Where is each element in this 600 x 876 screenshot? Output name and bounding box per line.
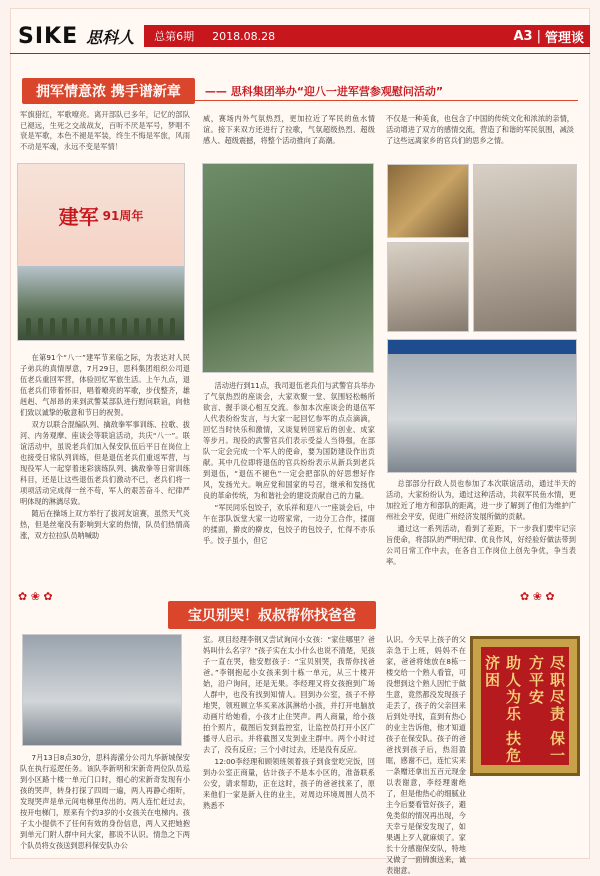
anniversary-text: 建军 — [58, 204, 99, 229]
brand-logo: SIKE — [18, 23, 79, 49]
article1-col2-top — [203, 113, 375, 159]
paragraph: 不仅是一种美食，也包含了中国的传统文化和浓浓的亲情，活动增进了双方的感情交流，营造了和谐的军民氛围，减淡了这些远离家乡的官兵们的思乡之情。 — [386, 114, 574, 145]
article2-title: 宝贝别哭！叔叔帮你找爸爸 — [168, 601, 376, 629]
paragraph: “军民同乐包饺子，欢乐祥和迎八一”座谈会后，中午在部队饭堂大家一边唠家常，一边分工合作，揉面的揉面，擀皮的擀皮，包饺子的包饺子，忙得不亦乐乎。饺子虽小，但它 — [203, 503, 375, 545]
plum-blossom-icon: ✿ ❀ ✿ — [18, 590, 53, 603]
article1-underline — [22, 100, 578, 101]
issue-date: 2018.08.28 — [212, 29, 276, 43]
photo-banner — [388, 340, 576, 354]
paragraph: 在第91个“八一”建军节来临之际，为表达对人民子弟兵的真情厚意，7月29日，思科集团组织公司退伍老兵重回军营，体验回忆军旅生活。上午九点，退伍老兵们带着怀旧，唱着嘹亮的军歌，步伐整齐，雄赳赳、气昂昂的来到武警某部队进行慰问联谊，向他们致以诚挚的敬意和节日的祝贺。 — [20, 353, 190, 417]
header-rule — [10, 53, 590, 54]
plum-blossom-icon: ✿ ❀ ✿ — [520, 590, 555, 603]
intro-poem: 军旗猎红，军歌嘹亮。离开部队已多年，记忆的部队已褪远，生死之交战战友，百听不厌是军号，梦唱不衰是军歌，本色不褪是军装，终生不悔是军旅，风雨不动是军魂，永远不变是军情！ — [20, 110, 190, 151]
plaque-line: 助人为乐 扶危济困 — [483, 655, 522, 765]
page-info — [507, 25, 590, 47]
paragraph: 双方以联合混编队列、擒敌拳军事训练、拉歌、拔河、内务观摩、座谈会等联谊活动，共庆“八一”。联谊活动中，虽说老兵们加入保安队伍后平日在岗位上也接受日常队列训练，但是退伍老兵们重返军营，与现役军人一起穿着迷彩演练队列、擒敌拳等日常训练科目，还是让这些退伍老兵们激动不已，老兵们将一项项活动完成得一丝不苟，军人的艰苦奋斗、纪律严明体现的淋漓尽致。 — [20, 420, 190, 506]
paragraph: 威，赛场内外气氛热烈，更加拉近了军民的鱼水情谊。接下来双方还进行了拉歌，气氛超级热烈、超级感人、超级震撼，将整个活动推向了高潮。 — [203, 114, 375, 145]
paragraph: 总部部分行政人员也参加了本次联谊活动，通过半天的活动，大家纷纷认为，通过这种活动，共叙军民鱼水情，更加拉近了地方和部队的距离，进一步了解到了他们为维护广州社会平安，促进广州经济发展所做的贡献。 — [386, 479, 576, 521]
plaque-line: 尽职尽责 保一方平安 — [527, 655, 566, 765]
dumplings-photo — [387, 164, 469, 238]
kitchen-photo — [387, 242, 469, 332]
anniversary-banner — [18, 164, 184, 266]
article1-col3 — [386, 478, 576, 586]
paragraph: 活动进行到11点，我司退伍老兵们与武警官兵举办了气氛热烈的座谈会，大家欢聚一堂、氛围轻松畅所欲言、握手谈心相互交流。参加本次座谈会的退伍军人代表纷纷发言，与大家一起回忆参军的点点滴滴，回忆当时快乐和激情，又谈复转回家后的创业、成家等步月。现役的武警官兵们表示受益人当得强，在部队一定会完成一个军人的使命，要为国防建设作出贡献。其中几位即将退伍的官兵纷纷表示从新兵到老兵到退伍，“退伍不褪色”一定会把部队的好思想好作风，发扬光大。响应党和国家的号召，继承和发扬优良的革命传统，为和谐社会的建设贡献自己的力量。 — [203, 381, 375, 500]
plaque-inner — [481, 647, 569, 765]
issue-number: 总第6期 — [154, 30, 195, 43]
paragraph: 室。项目经理李钢又尝试询问小女孩：“家住哪里？爸妈叫什么名字？”孩子实在太小什么也说不清楚，见孩子一直在哭，他安慰孩子：“宝贝别哭，我帮你找爸爸。”李钢抱起小女孩来到十栋一单元，从三十楼开始，沿户询问，还是无果。李经理又将女孩抱到广场人群中，也没有找到知情人。回到办公室，孩子不停地哭，领班顾立华买来冰淇淋给小孩，并打开电脑放动画片给她看，小孩才止住哭声。两人商量，给小孩拍个照片，截图后发到监控室，让监控员打开小区广播寻人启示。并将截图又发到业主群中。两个小时过去了，没有反应；三个小时过去，还是没有反应。 — [203, 635, 375, 754]
paragraph: 12:00李经理和顾领班领着孩子到食堂吃完饭，回到办公室正商量，估计孩子不是本小区的，准备联系公安，请求帮助，正在这时，孩子的爸爸找来了，原来他们一家是新入住的业主，对周边环境周围人员不熟悉不 — [203, 757, 375, 810]
paragraph: 随后在操场上双方举行了拔河友谊赛，虽然天气炎热，但是丝毫没有影响到大家的热情，队员们热情高涨，双方拉拉队员呐喊助 — [20, 509, 190, 540]
article1-col3-top — [386, 113, 574, 159]
section-name: 管理谈 — [544, 30, 584, 46]
article1-col2 — [203, 380, 375, 585]
brand-script: 思科人 — [86, 27, 135, 47]
paragraph: 7月13日8点30分，思科海潆分公司九华新城保安队在执行巡逻任务。该队李新明和宋新奇两位队员巡到小区路十楼一单元门口时，细心的宋新奇发现有小孩的哭声，转身打探了四周一遍，两人再静心细听，发现哭声是单元间电梯里传出的。两人连忙赶过去，按开电梯门，原来有个约3岁的小女孩关在电梯内。孩子太小提供不了任何有效的身份信息，两人又把她抱到单元门附人群中问大家，都说不认识。情急之下两个队员将女孩送到思科保安队办公 — [20, 753, 190, 850]
soldiers-lineup — [18, 266, 184, 340]
anniversary-years: 91周年 — [102, 208, 144, 223]
banner-plaque — [470, 636, 580, 776]
article2-col3 — [386, 634, 466, 875]
cooking-photo — [473, 164, 577, 332]
article1-col1 — [20, 352, 190, 584]
header-bar — [144, 25, 507, 47]
child-photo — [22, 634, 182, 746]
article2-banner — [168, 601, 376, 629]
article1-subtitle: —— 思科集团举办“迎八一进军营参观慰问活动” — [204, 85, 444, 98]
tug-of-war-photo — [202, 163, 374, 373]
group-photo — [387, 339, 577, 473]
paragraph: 通过这一系列活动，看到了差距，下一步我们要牢记宗旨使命，将部队的严明纪律、优良作风，好经验好做法带到公司日常工作中去，在各自工作岗位上创先争优，争当表率。 — [386, 524, 576, 566]
anniversary-photo — [17, 163, 185, 341]
paragraph: 认识。今天早上孩子的父亲急于上班，妈妈不在家，爸爸将她放在8栋一楼交给一个熟人看管，可没想到这个熟人因忙于做生意，竟然都没发现孩子走丢了，孩子的父亲回来后到处寻找，直到有热心的业主告诉他，他才知道孩子在保安队。孩子的爸爸找到孩子后，热泪盈眶，感谢不已，连忙实来一条赠还拿出五百元现金以表谢意，李经理谢绝了，但是他热心的细腻业主今后要看管好孩子，避免类似的情况再出现，今天幸亏是保安发现了，如果遇上歹人就麻烦了。家长十分感谢保安队，特地又做了一面锦旗送来，诚表谢意。 — [386, 635, 466, 875]
article2-col1 — [20, 752, 190, 854]
article2-col2 — [203, 634, 375, 854]
article1-title: 拥军情意浓 携手谱新章 — [22, 78, 195, 104]
page-header — [10, 22, 590, 50]
page-number: A3 — [513, 28, 533, 44]
separator: | — [536, 28, 541, 44]
divider — [22, 100, 578, 101]
